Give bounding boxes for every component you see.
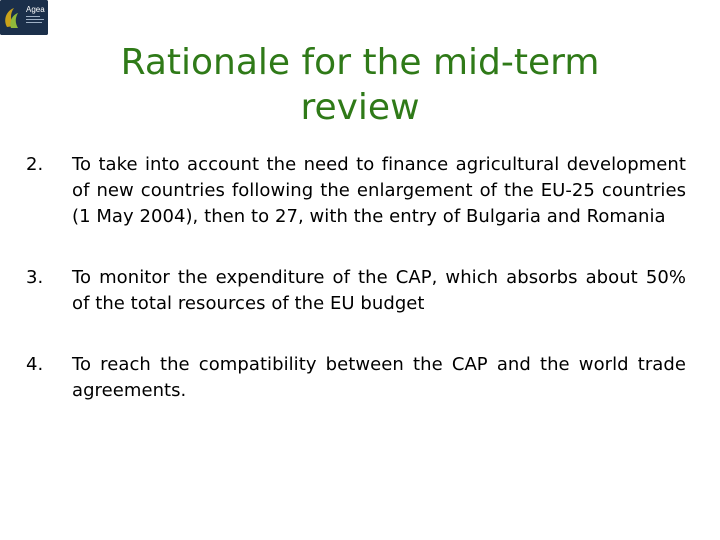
list-item-text: To take into account the need to finance agricultural development of new countries following the enlargement of the EU-25 countries (1 May 2004), then to 27, with the entry of Bulgaria and Romania — [72, 154, 686, 227]
list-item-3 — [26, 265, 686, 317]
agea-logo — [0, 0, 48, 35]
logo-text: Agea — [26, 5, 45, 14]
list-item-number: 4. — [26, 354, 44, 375]
slide-body — [26, 152, 686, 404]
list-item-text: To reach the compatibility between the CAP and the world trade agreements. — [72, 354, 686, 401]
slide-title: Rationale for the mid-term review — [120, 42, 600, 128]
agea-logo-mark — [0, 0, 48, 35]
list-item-number: 2. — [26, 154, 44, 175]
list-item-2 — [26, 152, 686, 230]
list-item-number: 3. — [26, 267, 44, 288]
list-item-text: To monitor the expenditure of the CAP, which absorbs about 50% of the total resources of the EU budget — [72, 267, 686, 314]
list-item-4 — [26, 352, 686, 404]
